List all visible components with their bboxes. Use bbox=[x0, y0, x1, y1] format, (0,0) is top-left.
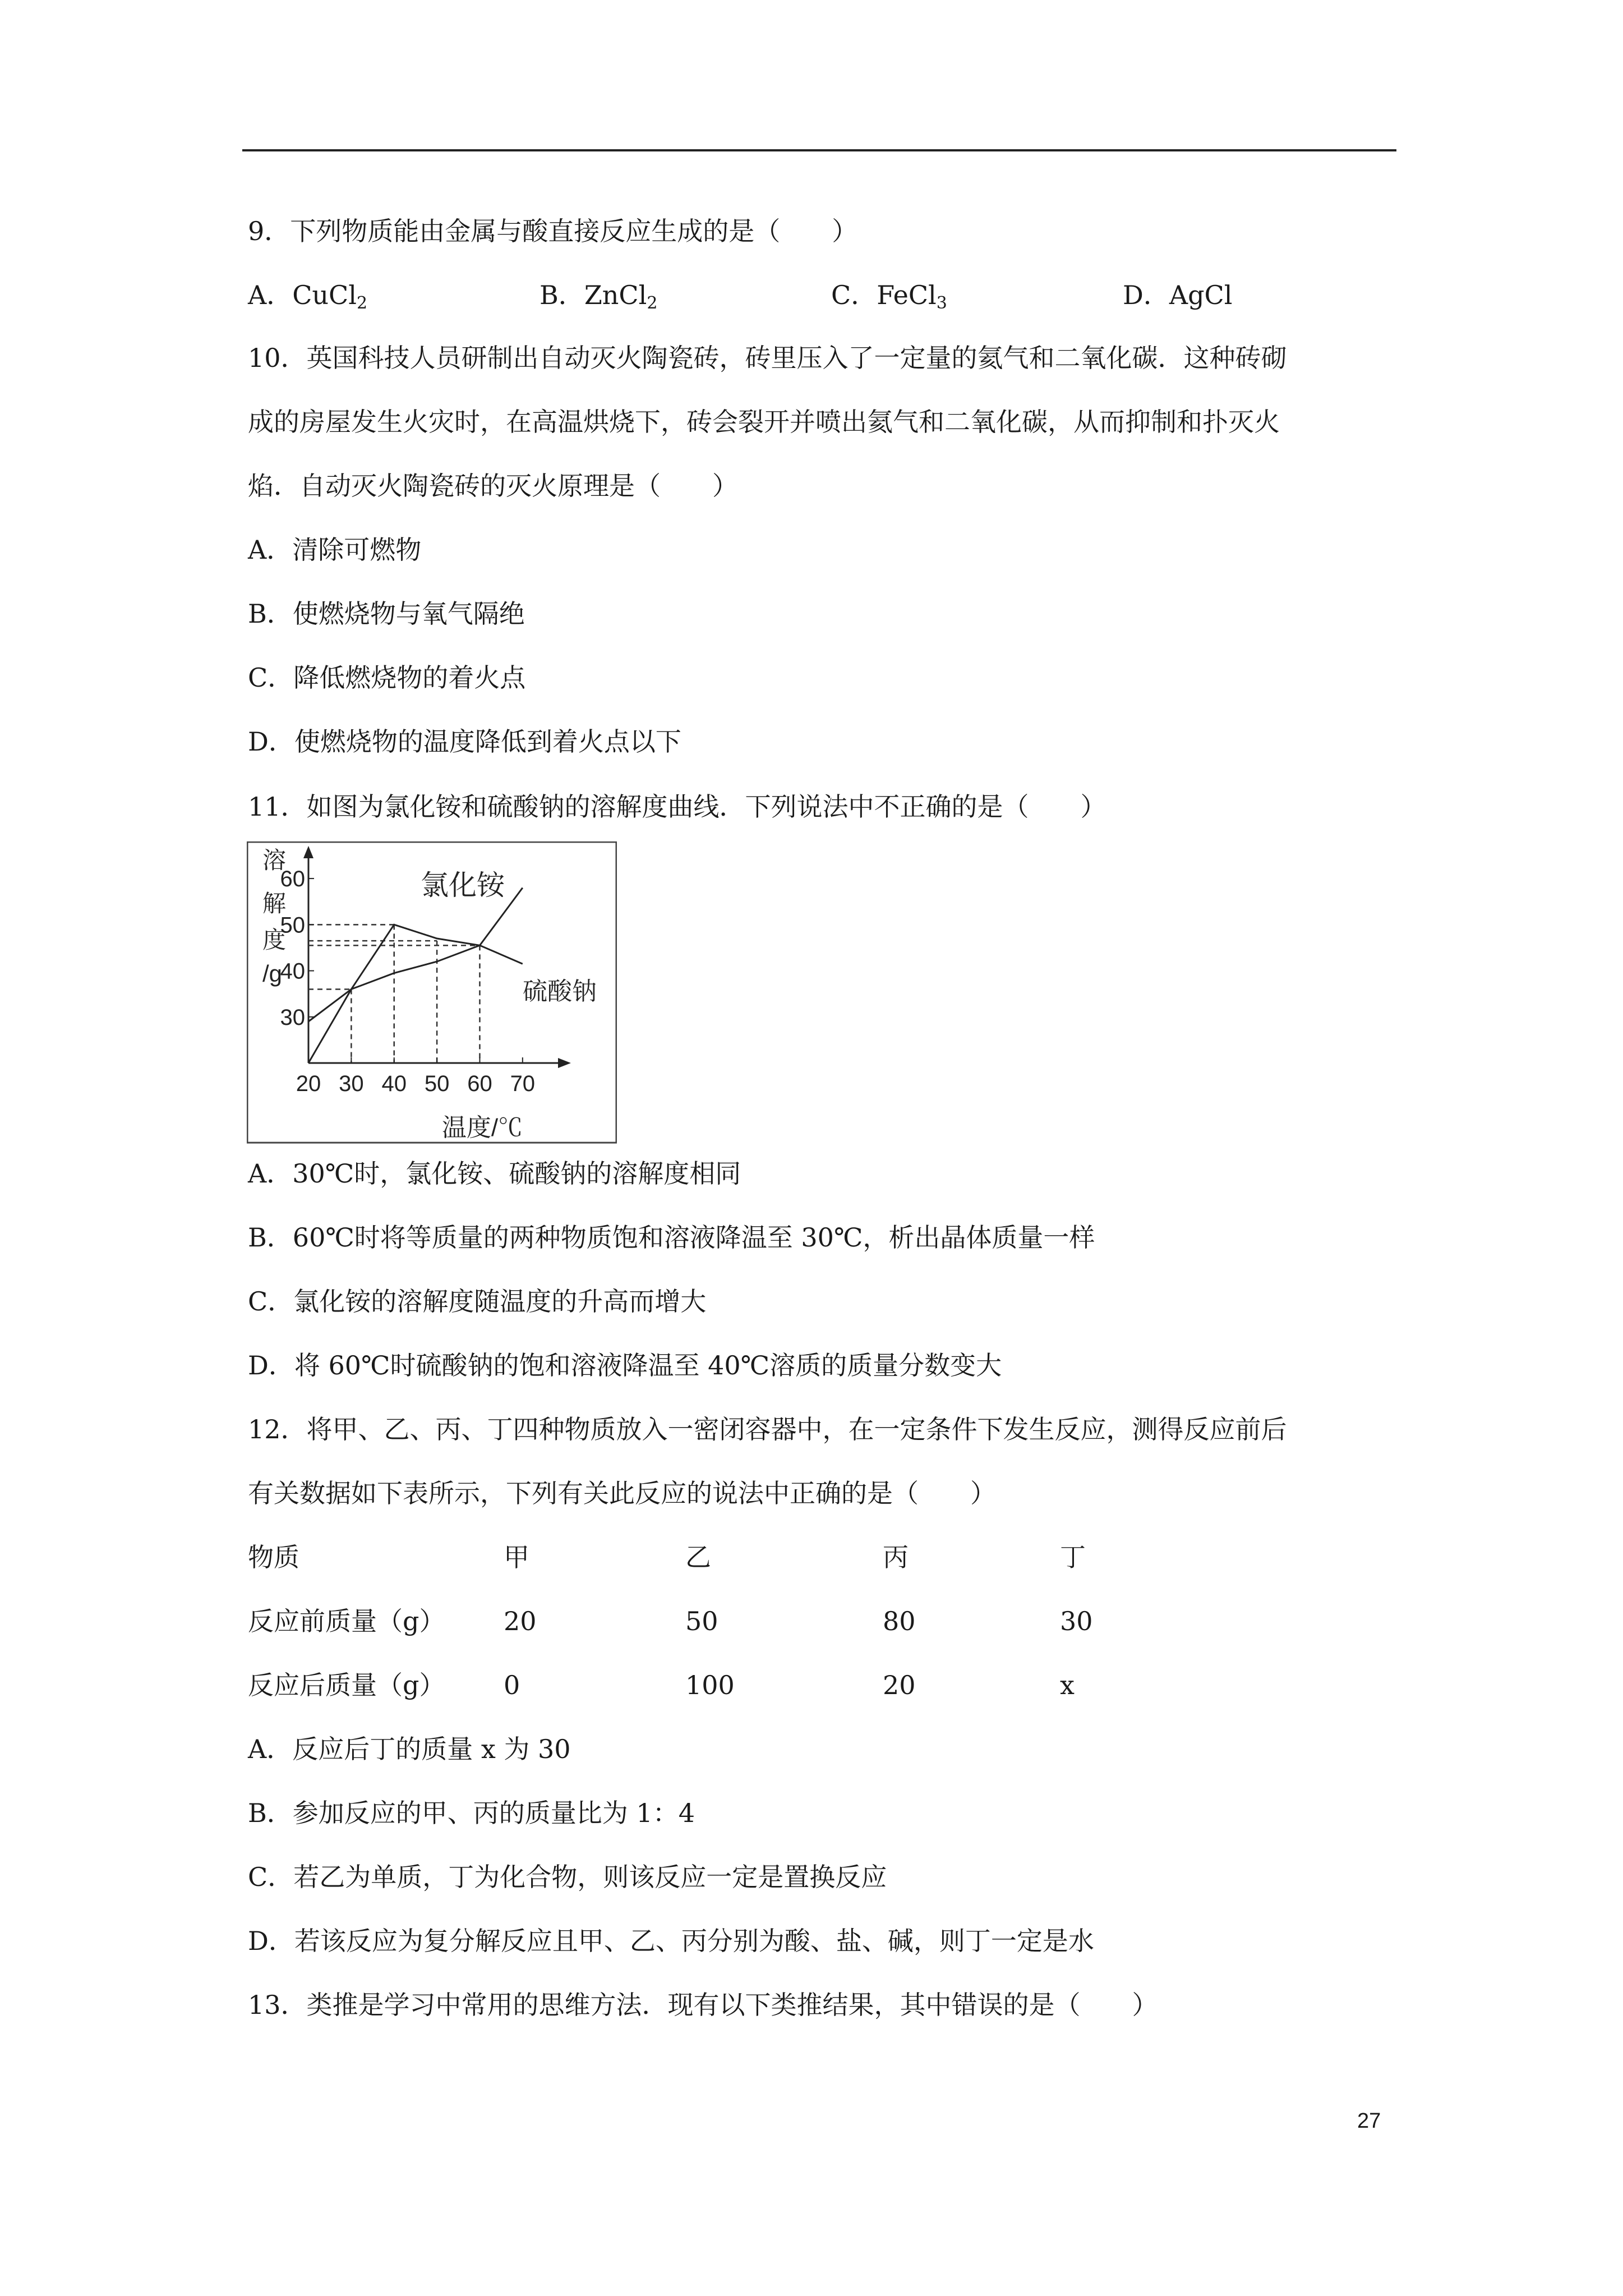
q12-option-c: C．若乙为单质，丁为化合物，则该反应一定是置换反应 bbox=[248, 1862, 887, 1892]
solubility-chart bbox=[247, 841, 617, 1144]
table-cell: 反应前质量（g） bbox=[248, 1606, 445, 1636]
table-cell: 反应后质量（g） bbox=[248, 1670, 445, 1700]
q11-option-a: A．30℃时，氯化铵、硫酸钠的溶解度相同 bbox=[248, 1158, 741, 1189]
table-header-cell: 物质 bbox=[248, 1542, 299, 1572]
table-cell: x bbox=[1060, 1670, 1075, 1700]
x-axis-title: 温度/℃ bbox=[441, 1114, 523, 1142]
y-axis-label-char: 解 bbox=[262, 890, 287, 917]
x-axis-arrow bbox=[558, 1058, 571, 1068]
header-rule bbox=[242, 149, 1396, 151]
page-number: 27 bbox=[1357, 2109, 1381, 2133]
q10-option-b: B．使燃烧物与氧气隔绝 bbox=[248, 599, 525, 629]
q9-option-a: A．CuCl$_2$ bbox=[248, 280, 368, 313]
series-label-ammonium-chloride: 氯化铵 bbox=[421, 869, 505, 901]
series-line-2 bbox=[308, 924, 523, 1063]
q11-option-c: C．氯化铵的溶解度随温度的升高而增大 bbox=[248, 1286, 707, 1317]
series-line-1 bbox=[308, 888, 523, 1022]
y-axis-arrow bbox=[303, 846, 313, 858]
q9-option-c: C．FeCl$_3$ bbox=[831, 280, 947, 313]
table-cell: 80 bbox=[883, 1606, 916, 1636]
x-tick-label: 40 bbox=[381, 1071, 407, 1096]
series-label-sodium-sulfate: 硫酸钠 bbox=[523, 978, 597, 1005]
y-tick-label: 40 bbox=[280, 959, 305, 984]
table-cell: 0 bbox=[504, 1670, 520, 1700]
table-cell: 50 bbox=[685, 1606, 718, 1636]
y-axis-label-char: /g bbox=[262, 960, 283, 987]
table-cell: 30 bbox=[1060, 1606, 1093, 1636]
y-tick-label: 30 bbox=[280, 1005, 305, 1030]
q10-option-c: C．降低燃烧物的着火点 bbox=[248, 662, 526, 693]
table-header-cell: 丙 bbox=[883, 1542, 909, 1572]
q9-option-d: D．AgCl bbox=[1123, 280, 1233, 310]
q12-option-a: A．反应后丁的质量 x 为 30 bbox=[248, 1734, 571, 1764]
x-tick-label: 50 bbox=[424, 1071, 450, 1096]
q10-stem-line-3: 焰．自动灭火陶瓷砖的灭火原理是（ ） bbox=[248, 471, 738, 501]
table-header-cell: 甲 bbox=[504, 1542, 529, 1572]
x-tick-label: 60 bbox=[467, 1071, 492, 1096]
y-tick-label: 50 bbox=[280, 913, 305, 938]
table-cell: 20 bbox=[883, 1670, 916, 1700]
q10-option-d: D．使燃烧物的温度降低到着火点以下 bbox=[248, 726, 681, 757]
q13-stem: 13．类推是学习中常用的思维方法．现有以下类推结果，其中错误的是（ ） bbox=[248, 1990, 1158, 2020]
q12-option-b: B．参加反应的甲、丙的质量比为 1：4 bbox=[248, 1798, 695, 1828]
table-header-cell: 乙 bbox=[685, 1542, 711, 1572]
q12-stem-line-2: 有关数据如下表所示，下列有关此反应的说法中正确的是（ ） bbox=[248, 1478, 996, 1508]
x-tick-label: 20 bbox=[296, 1071, 321, 1096]
y-axis-label-char: 度 bbox=[262, 927, 287, 953]
x-tick-label: 70 bbox=[510, 1071, 536, 1096]
y-axis-label-char: 溶 bbox=[262, 847, 287, 873]
x-tick-label: 30 bbox=[339, 1071, 364, 1096]
table-header-cell: 丁 bbox=[1060, 1542, 1086, 1572]
table-cell: 20 bbox=[504, 1606, 537, 1636]
q11-stem: 11．如图为氯化铵和硫酸钠的溶解度曲线．下列说法中不正确的是（ ） bbox=[248, 792, 1106, 822]
q12-option-d: D．若该反应为复分解反应且甲、乙、丙分别为酸、盐、碱，则丁一定是水 bbox=[248, 1926, 1094, 1956]
table-cell: 100 bbox=[685, 1670, 735, 1700]
q12-stem-line-1: 12．将甲、乙、丙、丁四种物质放入一密闭容器中，在一定条件下发生反应，测得反应前后 bbox=[248, 1414, 1287, 1444]
q11-option-b: B．60℃时将等质量的两种物质饱和溶液降温至 30℃，析出晶体质量一样 bbox=[248, 1222, 1095, 1253]
q10-option-a: A．清除可燃物 bbox=[248, 535, 422, 565]
q10-stem-line-2: 成的房屋发生火灾时，在高温烘烧下，砖会裂开并喷出氦气和二氧化碳，从而抑制和扑灭火 bbox=[248, 407, 1280, 437]
y-tick-label: 60 bbox=[280, 867, 305, 892]
q10-stem-line-1: 10．英国科技人员研制出自动灭火陶瓷砖，砖里压入了一定量的氦气和二氧化碳．这种砖砌 bbox=[248, 343, 1287, 373]
q9-option-b: B．ZnCl$_2$ bbox=[540, 280, 658, 313]
q9-stem: 9．下列物质能由金属与酸直接反应生成的是（ ） bbox=[248, 216, 858, 246]
q11-option-d: D．将 60℃时硫酸钠的饱和溶液降温至 40℃溶质的质量分数变大 bbox=[248, 1350, 1002, 1381]
